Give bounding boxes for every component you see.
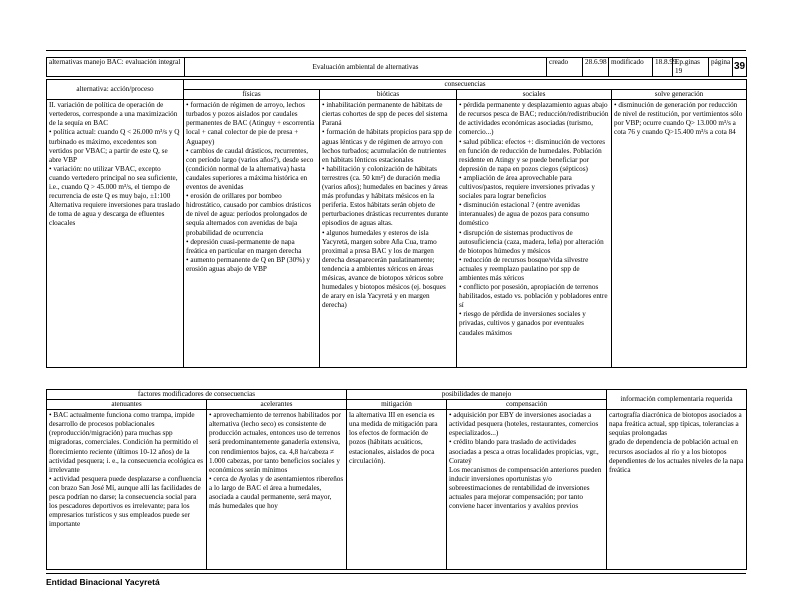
social-cell: • pérdida permanente y desplazamiento aguas abajo de recursos pesca de BAC; reducción/redistribución de actividades económicas asociadas (turismo, comercio...) • salud pública: efectos +: disminución de vectores en función de reducción de humedales. Población residente en Atingy y se puede beneficiar por depresión de napa en pozos ciegos (sépticos) • ampliación de área aprovechable para cultivos/pastos, requiere inversiones privadas y sociales para lograr beneficios • disminución estacional ? (entre avenidas interanuales) de agua de pozos para consumo doméstico • disrupción de sistemas productivos de autosuficiencia (caza, madera, leña) por alteración de biotopos húmedos y mésicos • reducción de recursos bosque/vida silvestre actuales y reemplazo paulatino por spp de ambientes más xéricos • conflicto por posesión, apropiación de terrenos habilitados, estado vs. población y pobladores entre sí • riesgo de pérdida de inversiones sociales y privadas, cultivos y ganados por eventuales caudales máximos xyxy=(457,100,612,368)
alternative-cell: II. variación de política de operación de vertederos, corresponde a una maximización de la sequía en BAC • política actual: cuando Q < 26.000 m³/s y Q turbinado es máximo, excedentes son vertidos por VBAC; a partir de este Q, se abre VBP • variación: no utilizar VBAC, excepto cuando vertedero principal no sea suficiente, i.e., cuando Q > 45.000 m³/s, el tiempo de recurrencia de este Q es muy bajo, ±1:100 Alternativa requiere inversiones para traslado de toma de agua y descarga de efluentes cloacales xyxy=(47,100,184,368)
doc-title: alternativas manejo BAC: evaluación integral xyxy=(47,58,185,77)
management-header: posibilidades de manejo xyxy=(347,390,607,400)
col-header-alternative: alternativa: acción/proceso xyxy=(47,80,184,100)
header-bar xyxy=(46,57,747,77)
management-table xyxy=(46,389,747,570)
pages-label: Ep.ginas 19 xyxy=(673,58,709,77)
col-header-compensation: compensación xyxy=(447,400,607,410)
col-header-generation: solve generación xyxy=(612,90,747,100)
col-header-accelerating: acelerantes xyxy=(207,400,347,410)
physical-cell: • formación de régimen de arroyo, lechos turbados y pozos aislados por caudales permanentes de BAC (Atinguy + escorrentía local + canal colector de pie de presa + Aguapey) • cambios de caudal drásticos, recurrentes, con período largo (varios años?), desde seco (condición normal de la alternativa) hasta caudales superiores a máxima histórica en eventos de avenidas • erosión de orillares por bombeo hidrostático, causado por cambios drásticos de nivel de agua: períodos prolongados de sequía alternados con avenidas de baja probabilidad de ocurrencia • depresión cuasi-permanente de napa freática en particular en margen derecha • aumento permanente de Q en BP (30%) y erosión aguas abajo de VBP xyxy=(184,100,320,368)
modified-date: 18.8.99 xyxy=(653,58,673,77)
col-header-physical: físicas xyxy=(184,90,320,100)
section-title: Evaluación ambiental de alternativas xyxy=(185,58,547,77)
footer-rule xyxy=(46,573,746,574)
consequences-header: consecuencias xyxy=(184,80,747,90)
footer-organization: Entidad Binacional Yacyretá xyxy=(46,577,160,587)
page-number: 39 xyxy=(733,58,747,77)
created-date: 28.6.98 xyxy=(583,58,609,77)
factors-header: factores modificadores de consecuencias xyxy=(47,390,347,400)
mitigation-cell: la alternativa III en esencia es una medida de mitigación para los efectos de formación de pozos (hábitats acuáticos, estacionales, aislados de poca circulación). xyxy=(347,410,447,570)
col-header-social: sociales xyxy=(457,90,612,100)
modified-label: modificado xyxy=(609,58,653,77)
col-header-mitigating: atenuantes xyxy=(47,400,207,410)
compensation-cell: • adquisición por EBY de inversiones asociadas a actividad pesquera (hoteles, restaurantes, comercios especializados...) • crédito blando para traslado de actividades asociadas a pesca a otras localidades propicias, vgr., Corateý Los mecanismos de compensación anteriores pueden inducir inversiones oportunistas y/o sobreestimaciones de rentabilidad de inversiones actuales para mejorar compensación; por tanto conviene hacer inventarios y avalúos previos xyxy=(447,410,607,570)
page-label: página xyxy=(709,58,733,77)
biotic-cell: • inhabilitación permanente de hábitats de ciertas cohortes de spp de peces del sistema Paraná • formación de hábitats propicios para spp de aguas lénticas y de régimen de arroyo con lechos turbados; acumulación de nutrientes en hábitats lénticos estacionales • habilitación y colonización de hábitats terrestres (ca. 50 km²) de duración media (varios años); humedales en bacines y áreas más profundas y hábitats mésicos en la periferia. Estos hábitats serán objeto de perturbaciones drásticas recurrentes durante episodios de aguas altas. • algunos humedales y esteros de isla Yacyretá, margen sobre Aña Cua, tramo proximal a presa BAC y los de margen derecha desaparecerán paulatinamente; tendencia a ambientes xéricos en áreas mésicas, avance de biotopos xéricos sobre humedales y biotopos mésicos (ej. bosques de arary en isla Yacyretá y en margen derecha) xyxy=(320,100,457,368)
generation-cell: • disminución de generación por reducción de nivel de restitución, por vertimientos sólo por VBP; ocurre cuando Q> 13.000 m³/s a cota 76 y cuando Q>15.400 m³/s a cota 84 xyxy=(612,100,747,368)
col-header-mitigation: mitigación xyxy=(347,400,447,410)
mitigating-cell: • BAC actualmente funciona como trampa, impide desarrollo de procesos poblacionales (reproducción/migración) para muchas spp migradoras, comerciales. Condición ha permitido el florecimiento reciente (últimos 10-12 años) de la actividad pesquera; i. e., la consecuencia ecológica es irrelevante • actividad pesquera puede desplazarse a confluencia con brazo San José Mí, aunque allí las facilidades de pesca podrían no darse; la consecuencia social para los pescadores deportivos es irrelevante; para los empresarios turísticos y sus empleados puede ser importante xyxy=(47,410,207,570)
complementary-cell: cartografía diacrónica de biotopos asociados a napa freática actual, spp típicas, tolerancias a sequías prolongadas grado de dependencia de población actual en recursos asociados al río y a los biotopos dependientes de los actuales niveles de la napa freática xyxy=(607,410,747,570)
accelerating-cell: • aprovechamiento de terrenos habilitados por alternativa (lecho seco) es consistente de producción actuales, entonces uso de terrenos será predominantemente ganadería extensiva, con rendimientos bajos, ca. 4,8 ha/cabeza ≠ 1.000 cabezas, por tanto beneficios sociales y económicos serán mínimos • cerca de Ayolas y de asentamientos ribereños a lo largo de BAC el área a humedales, asociada a caudal permanente, será mayor, más humedales que hoy xyxy=(207,410,347,570)
complementary-header: información complementaria requerida xyxy=(607,390,747,410)
col-header-biotic: bióticas xyxy=(320,90,457,100)
created-label: creado xyxy=(547,58,583,77)
consequences-table xyxy=(46,79,747,368)
top-rule xyxy=(46,50,746,51)
